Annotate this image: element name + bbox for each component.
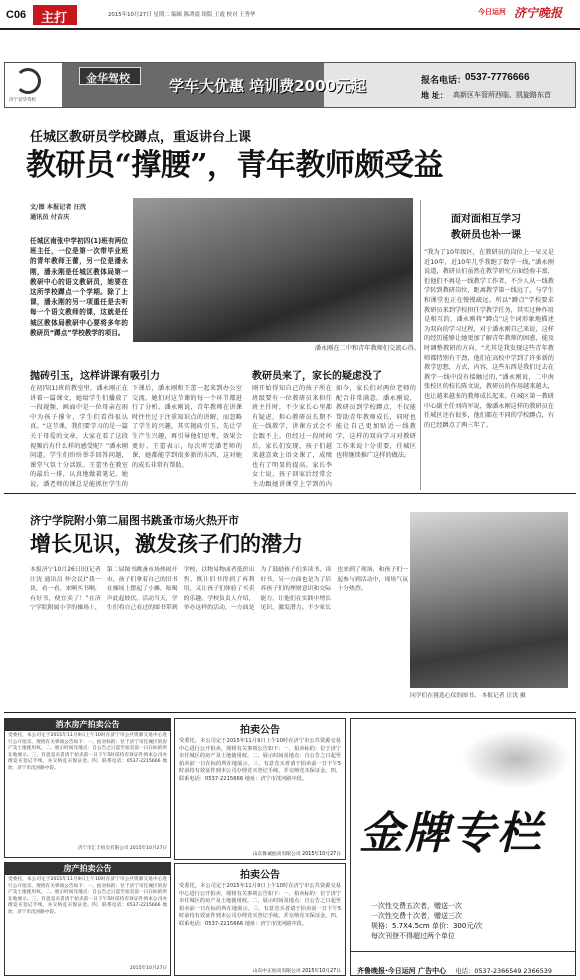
ad-address: 高新区车管所西临、凯旋路东首 <box>453 91 551 99</box>
notice-left-2-date: 2015年10月27日 <box>129 966 167 971</box>
brand-plaque <box>79 67 141 85</box>
brand-name: 金华驾校 <box>86 72 130 85</box>
article-divider <box>4 493 576 494</box>
notice-mid-2 <box>174 863 346 976</box>
right-column-body: “我为了10年级区，在教研员的岗位上一呆又是近10年，近10年几乎我跑了数学一线，”潘永刚说道，教研员们虽然在教学研究方面经验丰富，但他们不再是一线教学工作者，不少人从一线教学转到教研岗位，距离教学第一线远了，与学生和课堂也正在慢慢疏远。所以“蹲点”学校要求教研员来到学校担任学教学任务，其实过种作用是相互的，潘永刚将“蹲点”这个词形象地描述为双向的学习过程，对于潘永刚自己来说，这样的经历能够让她更加了解青年教师的困惑，能及时调整教研的方向。“尤其是我发现这些青年教师都特别有干劲，他们在高校中学到了许多新的教学思想，方式、内容，这些东西是我们过去在教学一线中没有接触过的，”潘永刚说，二中南张校区的校长陈文说，教研员的作用越来越大，也让越来越多的教师成长起来。任城区第一教研中心副主任刘尚军说，像潘永刚这样的教研员在任城区还有很多，他们都在不同的学校蹲点，有的已经蹲点了两三年了。 <box>424 249 554 429</box>
notice-mid-2-date: 山东中正拍卖有限公司 2015年10月27日 <box>252 969 341 974</box>
article2-headline: 增长见识，激发孩子们的潜力 <box>30 531 303 556</box>
jinpai-footer <box>351 951 575 975</box>
notice-left-2 <box>4 862 171 976</box>
header-info: 2015年10月27日 星期二 编辑 陈鸿震 组版 王霞 校对 王秀华 <box>108 12 256 18</box>
article2-body: 本报济宁10月26日讯(记者 汪洸 通讯员 仲会民)“我一块，看一看，来啊买书啊，有好书，便宜卖了！”在济宁学院附属小学的操场上，第二届图书跳蚤市场热闹开市，孩子们拿着自己的旧书在操场上摆起了小摊，吆喝声此起彼伏。活动当天，学生们将自己看过的图书带到学校，以物易物或者低价出售，既让旧书得到了再利用，又让孩子们体验了买卖的乐趣。学校负责人介绍，举办这样的活动，一方面是为了鼓励孩子们多读书、读好书，另一方面也是为了培养孩子们的理财意识和交际能力，让他们在实践中增长见识，激发潜力。不少家长也来到了现场，和孩子们一起参与到活动中，现场气氛十分热烈。 <box>30 567 408 612</box>
column-b: 下课后，潘永刚和王蕾一起来到办公室交流，她们对这节课的每一个环节都进行了分析。潘永刚说，青年教师在讲课时往往过于注重知识点的讲解，而忽略了学生的兴趣，其实抛砖引玉，先让学生产生兴趣，再引导他们思考，效果会更好。王蕾表示，每次听完潘老师的课，她都能学到很多新的东西，这对她的成长非常有帮助。 <box>132 385 242 469</box>
paper-name: 今日运河 <box>478 8 506 16</box>
logo-caption: 济宁显华驾校 <box>9 98 36 103</box>
column-d: 如今，家长们对两位老师的配合非常满意。潘永刚说，教研员到学校蹲点，不仅能帮助青年教师成长，同时也能让自己更加贴近一线教学，这样的双向学习对教研工作来说十分重要，任城区也将继续推广这样的做法。 <box>336 385 416 460</box>
article1-headline <box>26 140 443 184</box>
jinpai-term-4: 每次刊登不得超过两个单位 <box>371 932 455 940</box>
notice-mid-1-title: 拍卖公告 <box>240 725 280 736</box>
page-header <box>0 0 580 30</box>
column-c: 刚开始得知自己的孩子所在班级要有一位教研员来担任班主任时，不少家长心里都有疑虑，担心教研员长期不在一线教学，讲课方式会不会跟不上。但经过一段时间后，家长们发现，孩子们越来越喜欢上语文课了，成绩也有了明显的提高。家长李女士说，孩子回家后经常会主动跟她讲课堂上学到的内 <box>252 385 332 488</box>
classroom-photo <box>133 198 413 342</box>
driving-school-logo-icon <box>15 68 41 94</box>
headline-part-a: 教研员“撑腰”， <box>26 148 237 183</box>
section-label: 主打 <box>41 11 68 26</box>
byline-reporter: 文/图 本报记者 汪洸 <box>30 204 87 211</box>
notice-mid-1 <box>174 718 346 860</box>
notice-left-1-date: 济宁市汇丰拍卖有限公司 2015年10月27日 <box>77 846 167 851</box>
jinpai-term-3: 规格：5.7X4.5cm 单价：300元/次 <box>371 922 483 930</box>
notice-mid-2-title: 拍卖公告 <box>240 870 280 881</box>
section-badge <box>33 5 77 25</box>
ad-banner <box>4 62 576 108</box>
brand-logo: 济宁晚报 <box>514 6 563 20</box>
notice-left-1-body: 受委托，本公司定于2015年11月9日上午10时在济宁市公共资源交易中心进行公开拍卖，现将有关事项公告如下：一、拍卖标的：位于济宁市任城区的房产及土地使用权。二、展示时间及地点：自公告之日起至拍卖前一日在标的所在地展示。三、有意竞买者请于拍卖前一日下午5时前持有效证件到本公司办理竞买登记手续，并交纳竞买保证金。四、联系电话：0537-2215666 地址：济宁市洸河路中段。 <box>8 733 167 771</box>
ad-slogan: 学车大优惠 培训费2000元起 <box>169 77 366 95</box>
header-rule <box>0 28 580 30</box>
article2-caption: 同学们在挑选心仪的图书。 本报记者 汪洸 摄 <box>410 693 526 699</box>
notice-mid-1-date: 山东鲁诚拍卖有限公司 2015年10月27日 <box>252 852 341 857</box>
notice-mid-1-body: 受委托，本公司定于2015年11月9日上午10时在济宁市公共资源交易中心进行公开拍卖，现将有关事项公告如下：一、拍卖标的：位于济宁市任城区的房产及土地使用权。二、展示时间及地点：自公告之日起至拍卖前一日在标的所在地展示。三、有意竞买者请于拍卖前一日下午5时前持有效证件到本公司办理竞买登记手续，并交纳竞买保证金。四、联系电话：0537-2215666 地址：济宁市洸河路中段。 <box>179 738 341 782</box>
notice-left-1-title: 消水房产拍卖公告 <box>5 719 170 731</box>
jinpai-terms <box>371 901 571 941</box>
jinpai-title: 金牌专栏 <box>359 808 543 859</box>
notice-mid-2-body: 受委托，本公司定于2015年11月9日上午10时在济宁市公共资源交易中心进行公开拍卖，现将有关事项公告如下：一、拍卖标的：位于济宁市任城区的房产及土地使用权。二、展示时间及地点：自公告之日起至拍卖前一日在标的所在地展示。三、有意竞买者请于拍卖前一日下午5时前持有效证件到本公司办理竞买登记手续，并交纳竞买保证金。四、联系电话：0537-2215666 地址：济宁市洸河路中段。 <box>179 883 341 927</box>
jinpai-term-2: 一次性交费十次者，赠送三次 <box>371 912 462 920</box>
notice-left-2-title: 房产拍卖公告 <box>5 863 170 875</box>
jinpai-footer-org: 齐鲁晚报·今日运河 广告中心 <box>357 967 447 975</box>
ink-splash-decoration <box>461 729 571 789</box>
ad-phone: 0537-7776666 <box>465 72 530 83</box>
article2-kicker: 济宁学院附小第二届图书跳蚤市场火热开市 <box>30 514 239 527</box>
notice-left-2-body: 受委托，本公司定于2015年11月9日上午10时在济宁市公共资源交易中心进行公开拍卖，现将有关事项公告如下：一、拍卖标的：位于济宁市任城区的房产及土地使用权。二、展示时间及地点：自公告之日起至拍卖前一日在标的所在地展示。三、有意竞买者请于拍卖前一日下午5时前持有效证件到本公司办理竞买登记手续，并交纳竞买保证金。四、联系电话：0537-2215666 地址：济宁市洸河路中段。 <box>8 877 167 915</box>
jinpai-ad <box>350 718 576 976</box>
page-number: C06 <box>6 9 27 21</box>
jinpai-footer-phone: 电话：0537-2366549 2366539 <box>455 967 552 975</box>
headline-part-b: 青年教师颇受益 <box>236 148 444 183</box>
lead-paragraph: 任城区南张中学初四(1)班有两位班主任，一位是第一次带毕业班的青年教师王蕾，另一位是潘永刚，潘永刚是任城区教体局第一教研中心的语文教研员，她要在这所学校蹲点一个学期。除了上课，潘永刚的另一项重任是去听每一个语文教师的课，这就是任城区教体局教研中心要将多年的教研员“蹲点”学校教学的项目。 <box>30 237 128 337</box>
notices-divider <box>4 712 576 713</box>
book-market-photo <box>410 512 568 688</box>
notice-left-1 <box>4 718 171 858</box>
ad-address-label: 地 址： <box>421 91 448 100</box>
ad-phone-label: 报名电话： <box>421 76 467 86</box>
subhead-researcher-learns: 教研员也补一课 <box>451 230 521 241</box>
subhead-face-to-face: 面对面相互学习 <box>451 214 521 225</box>
byline-correspondent: 通讯员 付吉庆 <box>30 214 70 221</box>
column-a: 在初四(1)班的教室里，潘永刚正在讲着一篇课文，她给学生们播放了一段视频，画面中是一位母亲在雨中为孩子撑伞，学生们看得很认真。“这节课，我们要学习的是一篇关于母爱的文章，大家在看了这段视频后有什么样的感受呢？”潘永刚问道。学生们纷纷举手回答问题，课堂气氛十分活跃。王蕾坐在教室的最后一排，认真地做着笔记。她说，潘老师的课总是能抓住学生的 <box>30 385 128 488</box>
jinpai-term-1: 一次性交费五次者，赠送一次 <box>371 902 462 910</box>
article1-kicker: 任城区教研员学校蹲点，重返讲台上课 <box>30 130 252 145</box>
photo-caption: 潘永刚在二中和青年教师们交流心得。 <box>314 345 420 352</box>
right-column-divider <box>420 200 421 490</box>
subhead-attractive-lecture: 抛砖引玉，这样讲课有吸引力 <box>30 371 160 382</box>
subhead-parents-doubts: 教研员来了，家长的疑虑没了 <box>252 371 382 382</box>
